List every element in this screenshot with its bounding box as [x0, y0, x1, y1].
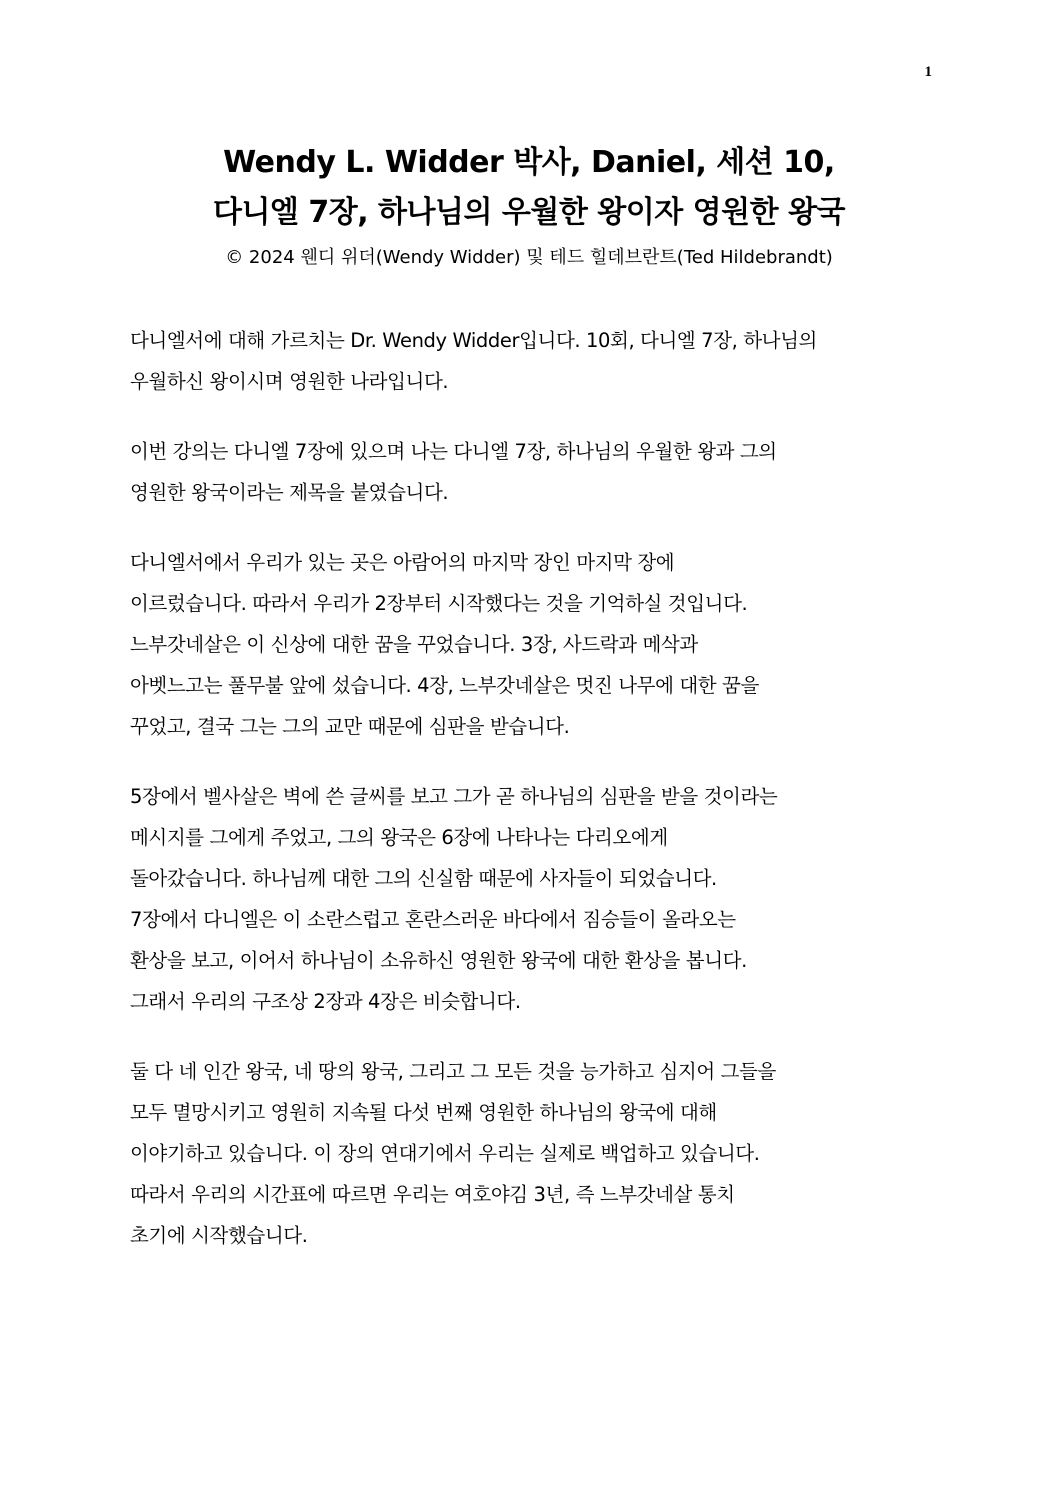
paragraph-line: 초기에 시작했습니다.	[130, 1224, 308, 1247]
paragraph-line: 우월하신 왕이시며 영원한 나라입니다.	[130, 370, 449, 393]
paragraph	[130, 1051, 930, 1256]
paragraph-line: 꾸었고, 결국 그는 그의 교만 때문에 심판을 받습니다.	[130, 715, 570, 738]
paragraph-line: 둘 다 네 인간 왕국, 네 땅의 왕국, 그리고 그 모든 것을 능가하고 심지어 그들을	[130, 1060, 776, 1083]
paragraph-line: 메시지를 그에게 주었고, 그의 왕국은 6장에 나타나는 다리오에게	[130, 826, 668, 849]
paragraph-line: 아벳느고는 풀무불 앞에 섰습니다. 4장, 느부갓네살은 멋진 나무에 대한 꿈을	[130, 674, 759, 697]
paragraph	[130, 431, 930, 513]
paragraph-line: 이르렀습니다. 따라서 우리가 2장부터 시작했다는 것을 기억하실 것입니다.	[130, 592, 748, 615]
page-number: 1	[924, 64, 932, 80]
document-title-line-1: Wendy L. Widder 박사, Daniel, 세션 10,	[223, 145, 835, 180]
paragraph-line: 느부갓네살은 이 신상에 대한 꿈을 꾸었습니다. 3장, 사드락과 메삭과	[130, 633, 698, 656]
paragraph	[130, 320, 930, 402]
paragraph-line: 따라서 우리의 시간표에 따르면 우리는 여호야김 3년, 즉 느부갓네살 통치	[130, 1183, 735, 1206]
document-title-line-2: 다니엘 7장, 하나님의 우월한 왕이자 영원한 왕국	[212, 195, 846, 230]
paragraph-line: 이야기하고 있습니다. 이 장의 연대기에서 우리는 실제로 백업하고 있습니다.	[130, 1142, 760, 1165]
paragraph-line: 5장에서 벨사살은 벽에 쓴 글씨를 보고 그가 곧 하나님의 심판을 받을 것이라는	[130, 785, 778, 808]
title-block	[0, 138, 1058, 272]
paragraph-line: 다니엘서에서 우리가 있는 곳은 아람어의 마지막 장인 마지막 장에	[130, 551, 675, 574]
paragraph	[130, 542, 930, 747]
paragraph-line: 돌아갔습니다. 하나님께 대한 그의 신실함 때문에 사자들이 되었습니다.	[130, 867, 717, 890]
paragraph-line: 모두 멸망시키고 영원히 지속될 다섯 번째 영원한 하나님의 왕국에 대해	[130, 1101, 717, 1124]
paragraph-line: 그래서 우리의 구조상 2장과 4장은 비슷합니다.	[130, 990, 521, 1013]
paragraph-line: 다니엘서에 대해 가르치는 Dr. Wendy Widder입니다. 10회, 다니엘 7장, 하나님의	[130, 329, 817, 352]
paragraph-line: 이번 강의는 다니엘 7장에 있으며 나는 다니엘 7장, 하나님의 우월한 왕과 그의	[130, 440, 777, 463]
paragraph-line: 7장에서 다니엘은 이 소란스럽고 혼란스러운 바다에서 짐승들이 올라오는	[130, 908, 736, 931]
paragraph	[130, 776, 930, 1022]
paragraph-line: 환상을 보고, 이어서 하나님이 소유하신 영원한 왕국에 대한 환상을 봅니다.	[130, 949, 747, 972]
paragraph-line: 영원한 왕국이라는 제목을 붙였습니다.	[130, 481, 449, 504]
copyright-line: © 2024 웬디 위더(Wendy Widder) 및 테드 힐데브란트(Ted Hildebrandt)	[225, 247, 833, 268]
body-text	[130, 320, 930, 1285]
